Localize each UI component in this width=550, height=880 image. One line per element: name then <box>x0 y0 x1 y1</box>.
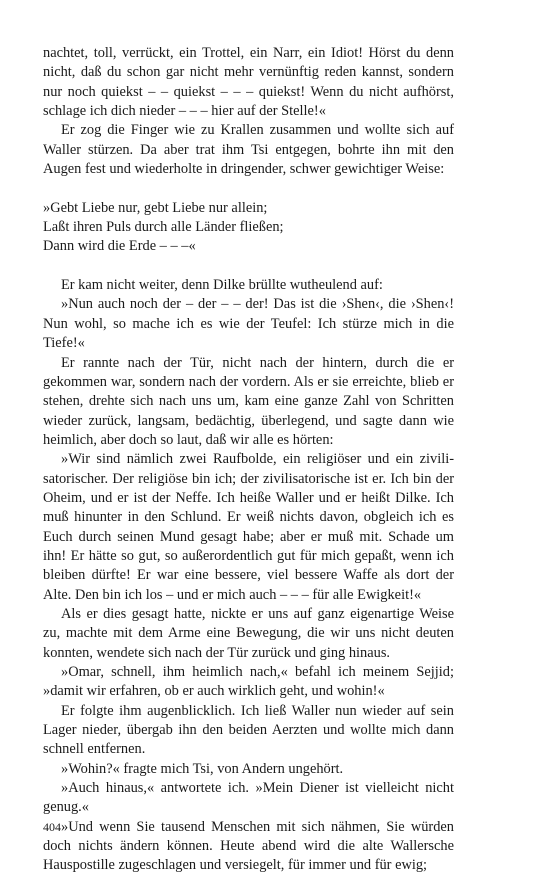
paragraph: Er zog die Finger wie zu Krallen zusammen und wollte sich auf Waller stürzen. Da aber trat ihm Tsi entgegen, bohrte ihn mit den Augen fest und wiederholte in dringender, schwer gewichtiger Weise: <box>43 122 454 178</box>
paragraph: »Auch hinaus,« antwortete ich. »Mein Diener ist vielleicht nicht genug.« <box>43 780 454 816</box>
paragraph: Er rannte nach der Tür, nicht nach der hintern, durch die er gekommen war, sondern nach der vordern. Als er sie erreichte, blieb er stehen, drehte sich nach uns um, kam eine ganze Zahl von Schritten wieder zurück, langsam, bedächtig, überlegend, und sagte dann wie heimlich, aber doch so laut, daß wir alle es hörten: <box>43 354 454 448</box>
text-block-after-verse <box>43 276 454 876</box>
paragraph: nachtet, toll, verrückt, ein Trottel, ein Narr, ein Idiot! Hörst du denn nicht, daß du schon gar nicht mehr vernünftig reden kannst, sondern nur noch quiekst – – quiekst – – – quiekst! Wenn du nicht aufhörst, schlage ich dich nieder – – – hier auf der Stelle!« <box>43 45 454 120</box>
paragraph: »Nun auch noch der – der – – der! Das ist die ›Shen‹, die ›Shen‹! Nun wohl, so mache ich es wie der Teufel: Ich stürze mich in die Tiefe!« <box>43 296 454 352</box>
verse-line: »Gebt Liebe nur, gebt Liebe nur allein; <box>43 199 268 216</box>
paragraph: »Wohin?« fragte mich Tsi, von Andern ungehört. <box>61 760 344 777</box>
paragraph: »Omar, schnell, ihm heimlich nach,« befahl ich meinem Sejjid; »damit wir erfahren, ob er auch wirklich geht, und wohin!« <box>43 664 454 700</box>
paragraph: Er folgte ihm augenblicklich. Ich ließ Waller nun wieder auf sein Lager nieder, übergab ihn den beiden Aerzten und wollte mich dann schnell entfernen. <box>43 702 454 758</box>
verse-quote <box>43 199 454 257</box>
text-block-before-verse <box>43 44 454 179</box>
page-number: 404 <box>43 820 61 834</box>
page-body <box>43 44 454 876</box>
verse-line: Laßt ihren Puls durch alle Länder fließen; <box>43 219 284 236</box>
paragraph: »Und wenn Sie tausend Menschen mit sich nähmen, Sie würden doch nichts ändern können. Heute abend wird die alte Wallersche Hauspostille zugeschlagen und versiegelt, für immer und für ewig; <box>43 818 454 874</box>
paragraph: »Wir sind nämlich zwei Raufbolde, ein religiöser und ein zivilisatorischer. Der religiöse bin ich; der zivilisatorische ist er. Ich bin der Oheim, und er ist der Neffe. Ich heiße Waller und er heißt Dilke. Ich muß hinunter in den Schlund. Er weiß nichts davon, obgleich ich es Euch durch seinen Mund gesagt habe; aber er muß mit. Schade um ihn! Er hätte so gut, so außerordentlich gut für mich gepaßt, wenn ich bleiben dürfte! Er war eine bessere, viel bessere Waffe als dort der Alte. Den bin ich los – und er mich auch – – – für alle Ewigkeit!« <box>43 451 454 603</box>
paragraph: Als er dies gesagt hatte, nickte er uns auf ganz eigenartige Weise zu, machte mit dem Arme eine Bewegung, die wir uns nicht deuten konnten, wendete sich nach der Tür zurück und ging hinaus. <box>43 605 454 661</box>
paragraph: Er kam nicht weiter, denn Dilke brüllte wutheulend auf: <box>61 277 383 294</box>
verse-line: Dann wird die Erde – – –« <box>43 238 196 255</box>
